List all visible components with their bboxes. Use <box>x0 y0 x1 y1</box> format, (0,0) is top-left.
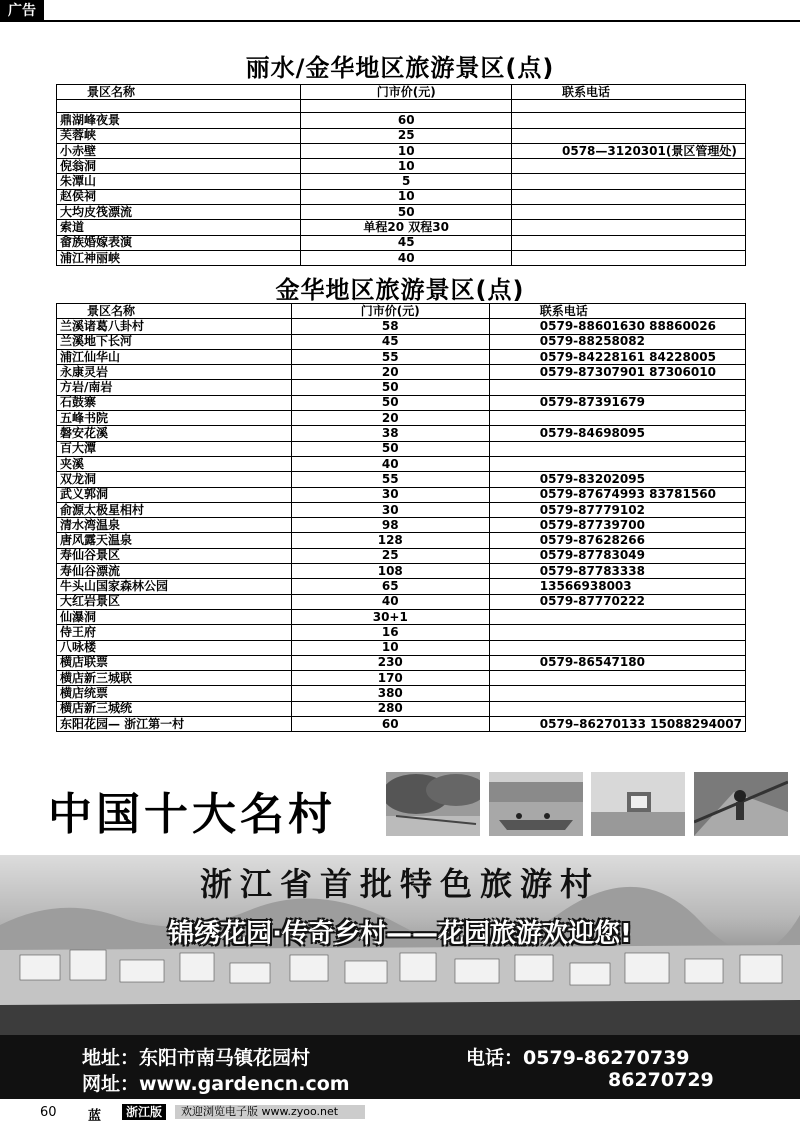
table-row <box>57 609 746 624</box>
spacer-cell <box>512 100 746 113</box>
ad-label: 广告 <box>0 0 44 22</box>
table-row <box>57 220 746 235</box>
price-cell: 20 <box>291 411 489 426</box>
phone-cell <box>512 250 746 265</box>
table-row <box>57 334 746 349</box>
price-cell: 50 <box>291 395 489 410</box>
phone-cell: 0579-87739700 <box>489 518 745 533</box>
price-cell: 40 <box>291 456 489 471</box>
table-row <box>57 717 746 732</box>
price-cell: 10 <box>301 159 512 174</box>
slogan-welcome: 锦绣花园·传奇乡村——花园旅游欢迎您! <box>168 919 632 949</box>
scenic-name-cell: 芙蓉峡 <box>57 128 301 143</box>
phone-cell: 13566938003 <box>489 579 745 594</box>
table-row <box>57 640 746 655</box>
scenic-name-cell: 兰溪地下长河 <box>57 334 292 349</box>
price-cell: 60 <box>291 717 489 732</box>
price-cell: 50 <box>291 380 489 395</box>
phone-cell: 0579-88258082 <box>489 334 745 349</box>
edition-badge: 浙江版 <box>122 1104 166 1120</box>
price-cell: 10 <box>301 143 512 158</box>
scenic-name-cell: 畲族婚嫁表演 <box>57 235 301 250</box>
scenic-name-cell: 武义郭洞 <box>57 487 292 502</box>
section1-title: 丽水/金华地区旅游景区(点) <box>245 54 555 82</box>
phone-cell <box>489 380 745 395</box>
scenic-name-cell: 石鼓寨 <box>57 395 292 410</box>
lishui-jinhua-table <box>56 84 746 266</box>
scenic-name-cell: 方岩/南岩 <box>57 380 292 395</box>
table-row <box>57 579 746 594</box>
table-row <box>57 655 746 670</box>
table-header-row <box>57 304 746 319</box>
scenic-name-cell: 大红岩景区 <box>57 594 292 609</box>
photo-boat <box>489 772 583 836</box>
phone-cell <box>489 686 745 701</box>
table-row <box>57 250 746 265</box>
photo-trees <box>386 772 480 836</box>
price-cell: 16 <box>291 625 489 640</box>
table-row <box>57 128 746 143</box>
table-row <box>57 671 746 686</box>
scenic-name-cell: 兰溪诸葛八卦村 <box>57 319 292 334</box>
price-cell: 45 <box>291 334 489 349</box>
page-number: 60 <box>40 1105 57 1120</box>
scenic-name-cell: 双龙洞 <box>57 472 292 487</box>
phone-cell: 0579-87770222 <box>489 594 745 609</box>
table-row <box>57 564 746 579</box>
table-row <box>57 189 746 204</box>
table-row <box>57 518 746 533</box>
section2-title: 金华地区旅游景区(点) <box>275 276 525 304</box>
header-cell: 联系电话 <box>512 85 746 100</box>
scenic-name-cell: 赵侯祠 <box>57 189 301 204</box>
scenic-name-cell: 横店统票 <box>57 686 292 701</box>
phone-cell <box>489 441 745 456</box>
phone-cell <box>489 609 745 624</box>
price-cell: 20 <box>291 365 489 380</box>
table-row <box>57 686 746 701</box>
phone-cell: 0579-84228161 84228005 <box>489 349 745 364</box>
price-cell: 98 <box>291 518 489 533</box>
price-cell: 5 <box>301 174 512 189</box>
table-row <box>57 380 746 395</box>
price-cell: 单程20 双程30 <box>301 220 512 235</box>
table-row <box>57 159 746 174</box>
scenic-name-cell: 百大潭 <box>57 441 292 456</box>
phone-cell <box>512 113 746 128</box>
phone-cell <box>512 159 746 174</box>
phone-cell <box>489 640 745 655</box>
price-cell: 25 <box>291 548 489 563</box>
price-cell: 108 <box>291 564 489 579</box>
price-cell: 40 <box>301 250 512 265</box>
price-cell: 38 <box>291 426 489 441</box>
table-row <box>57 349 746 364</box>
phone-secondary: 86270729 <box>608 1069 714 1091</box>
price-cell: 10 <box>301 189 512 204</box>
table-row <box>57 441 746 456</box>
phone-cell: 0579-87783338 <box>489 564 745 579</box>
phone-cell <box>489 411 745 426</box>
footer <box>0 1103 800 1122</box>
village-scene <box>0 855 800 1035</box>
header-cell: 景区名称 <box>57 85 301 100</box>
spacer-cell <box>301 100 512 113</box>
price-cell: 50 <box>291 441 489 456</box>
phone-cell <box>489 671 745 686</box>
scenic-name-cell: 小赤壁 <box>57 143 301 158</box>
phone-cell <box>512 220 746 235</box>
price-cell: 30+1 <box>291 609 489 624</box>
table-row <box>57 235 746 250</box>
scenic-name-cell: 仙瀑洞 <box>57 609 292 624</box>
scenic-name-cell: 索道 <box>57 220 301 235</box>
scenic-name-cell: 寿仙谷景区 <box>57 548 292 563</box>
table-row <box>57 319 746 334</box>
scenic-name-cell: 磐安花溪 <box>57 426 292 441</box>
header-cell: 景区名称 <box>57 304 292 319</box>
price-cell: 45 <box>301 235 512 250</box>
website-link[interactable]: 网址：www.gardencn.com <box>82 1073 350 1095</box>
banner-title: 中国十大名村 <box>48 789 336 840</box>
price-cell: 60 <box>301 113 512 128</box>
table-row <box>57 456 746 471</box>
phone-cell <box>512 128 746 143</box>
price-cell: 40 <box>291 594 489 609</box>
table-row <box>57 113 746 128</box>
price-cell: 25 <box>301 128 512 143</box>
scenic-name-cell: 浦江仙华山 <box>57 349 292 364</box>
price-cell: 55 <box>291 349 489 364</box>
scenic-name-cell: 清水湾温泉 <box>57 518 292 533</box>
price-cell: 30 <box>291 502 489 517</box>
header-cell: 门市价(元) <box>291 304 489 319</box>
scenic-name-cell: 唐风露天温泉 <box>57 533 292 548</box>
scenic-name-cell: 五峰书院 <box>57 411 292 426</box>
price-cell: 380 <box>291 686 489 701</box>
table-spacer-row <box>57 100 746 113</box>
scenic-name-cell: 横店新三城联 <box>57 671 292 686</box>
photo-plaza <box>591 772 685 836</box>
magazine-name: 蓝 <box>88 1109 102 1122</box>
table-row <box>57 426 746 441</box>
contact-bar <box>0 1035 800 1099</box>
price-cell: 10 <box>291 640 489 655</box>
table-header-row <box>57 85 746 100</box>
slogan-special-village: 浙江省首批特色旅游村 <box>199 865 600 903</box>
phone-cell <box>512 174 746 189</box>
scenic-name-cell: 大均皮筏漂流 <box>57 205 301 220</box>
phone-cell: 0579-87307901 87306010 <box>489 365 745 380</box>
phone-cell: 0578—3120301(景区管理处) <box>512 143 746 158</box>
jinhua-table <box>56 303 746 732</box>
phone-cell: 0579-87779102 <box>489 502 745 517</box>
phone-cell <box>489 625 745 640</box>
table-row <box>57 594 746 609</box>
spacer-cell <box>57 100 301 113</box>
phone-cell <box>512 189 746 204</box>
phone-cell: 0579-88601630 88860026 <box>489 319 745 334</box>
scenic-name-cell: 倪翁洞 <box>57 159 301 174</box>
scenic-name-cell: 横店新三城统 <box>57 701 292 716</box>
table-row <box>57 395 746 410</box>
header-cell: 门市价(元) <box>301 85 512 100</box>
welcome-text: 欢迎浏览电子版 www.zyoo.net <box>175 1105 365 1119</box>
table-row <box>57 143 746 158</box>
table-row <box>57 533 746 548</box>
phone-cell: 0579-84698095 <box>489 426 745 441</box>
phone-cell: 0579-83202095 <box>489 472 745 487</box>
table-row <box>57 625 746 640</box>
scenic-name-cell: 朱潭山 <box>57 174 301 189</box>
table-row <box>57 472 746 487</box>
price-cell: 230 <box>291 655 489 670</box>
price-cell: 128 <box>291 533 489 548</box>
price-cell: 280 <box>291 701 489 716</box>
price-cell: 65 <box>291 579 489 594</box>
table-row <box>57 205 746 220</box>
table-row <box>57 411 746 426</box>
phone-cell: 0579-87628266 <box>489 533 745 548</box>
scenic-name-cell: 牛头山国家森林公园 <box>57 579 292 594</box>
phone-cell <box>489 701 745 716</box>
scenic-name-cell: 寿仙谷漂流 <box>57 564 292 579</box>
scenic-name-cell: 八咏楼 <box>57 640 292 655</box>
phone-cell: 0579-86547180 <box>489 655 745 670</box>
phone: 电话：0579-86270739 <box>466 1047 690 1069</box>
table-row <box>57 174 746 189</box>
table-row <box>57 365 746 380</box>
phone-cell: 0579-87783049 <box>489 548 745 563</box>
scenic-name-cell: 永康灵岩 <box>57 365 292 380</box>
header-cell: 联系电话 <box>489 304 745 319</box>
scenic-name-cell: 侍王府 <box>57 625 292 640</box>
scenic-name-cell: 夹溪 <box>57 456 292 471</box>
scenic-name-cell: 浦江神丽峡 <box>57 250 301 265</box>
address: 地址：东阳市南马镇花园村 <box>82 1047 311 1069</box>
scenic-name-cell: 鼎湖峰夜景 <box>57 113 301 128</box>
photo-bridge <box>694 772 788 836</box>
price-cell: 50 <box>301 205 512 220</box>
top-rule <box>44 20 800 22</box>
phone-cell <box>512 205 746 220</box>
scenic-name-cell: 俞源太极星相村 <box>57 502 292 517</box>
price-cell: 55 <box>291 472 489 487</box>
phone-cell: 0579–86270133 15088294007 <box>489 717 745 732</box>
phone-cell: 0579-87391679 <box>489 395 745 410</box>
table-row <box>57 548 746 563</box>
price-cell: 170 <box>291 671 489 686</box>
table-row <box>57 487 746 502</box>
price-cell: 30 <box>291 487 489 502</box>
phone-cell <box>489 456 745 471</box>
scenic-name-cell: 横店联票 <box>57 655 292 670</box>
phone-cell: 0579-87674993 83781560 <box>489 487 745 502</box>
scenic-name-cell: 东阳花园— 浙江第一村 <box>57 717 292 732</box>
table-row <box>57 502 746 517</box>
table-row <box>57 701 746 716</box>
price-cell: 58 <box>291 319 489 334</box>
phone-cell <box>512 235 746 250</box>
